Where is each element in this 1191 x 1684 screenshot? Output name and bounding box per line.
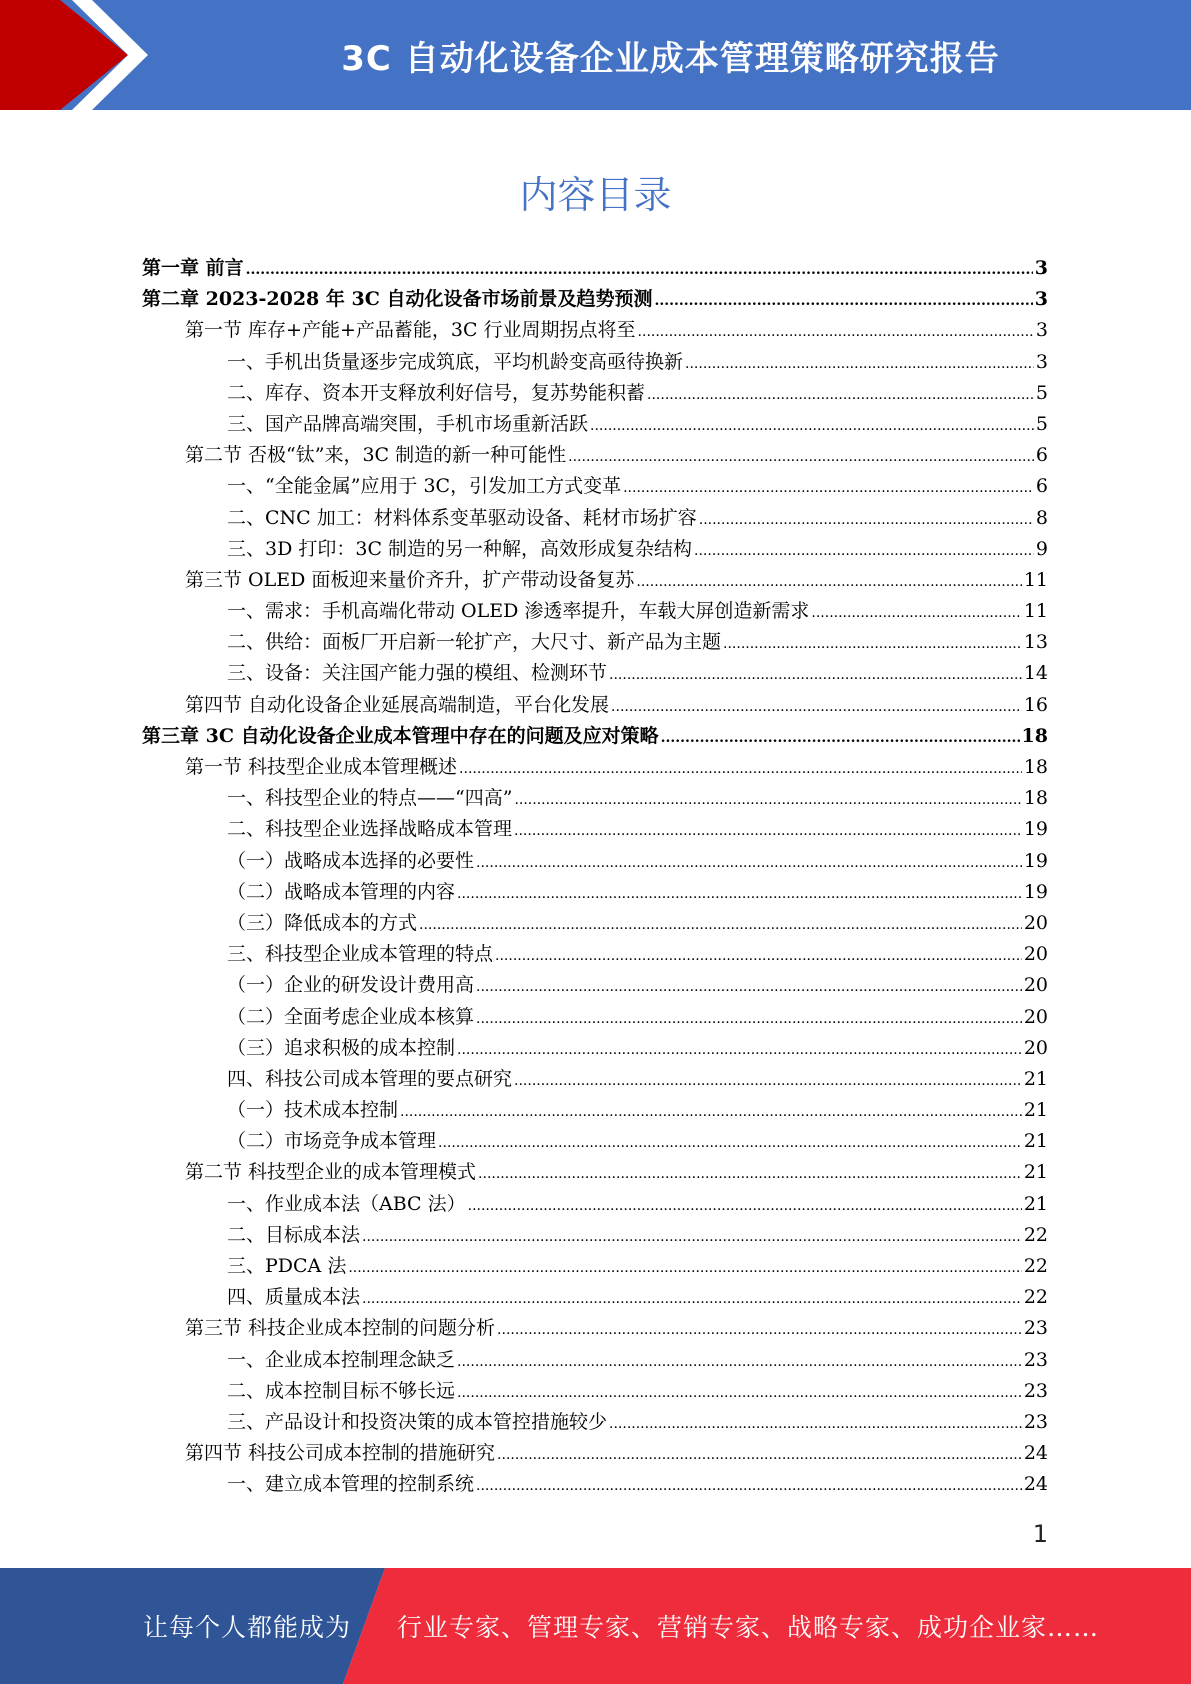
- toc-entry-title: 三、科技型企业成本管理的特点: [227, 943, 494, 966]
- toc-entry-page: 21: [1023, 1161, 1048, 1184]
- toc-entry[interactable]: [142, 970, 1048, 1001]
- toc-dot-leader: [400, 1097, 1022, 1128]
- toc-entry-title: 第一章 前言: [142, 257, 244, 279]
- toc-entry-page: 23: [1023, 1317, 1048, 1340]
- toc-entry-title: 第二节 科技型企业的成本管理模式: [185, 1161, 477, 1184]
- toc-dot-leader: [457, 879, 1022, 910]
- toc-entry[interactable]: [142, 1407, 1048, 1438]
- toc-entry-page: 22: [1023, 1255, 1048, 1277]
- toc-dot-leader: [699, 505, 1034, 536]
- toc-entry-title: （一）战略成本选择的必要性: [227, 849, 475, 872]
- toc-entry-title: 四、质量成本法: [227, 1286, 361, 1309]
- toc-entry[interactable]: [142, 1064, 1048, 1095]
- toc-dot-leader: [685, 349, 1034, 380]
- toc-entry-page: 21: [1023, 1099, 1048, 1122]
- toc-entry-page: 24: [1023, 1442, 1048, 1465]
- toc-entry[interactable]: [142, 596, 1048, 627]
- toc-dot-leader: [661, 723, 1020, 754]
- page-footer: [0, 1568, 1191, 1684]
- toc-entry-title: 三、PDCA 法: [227, 1255, 347, 1277]
- toc-entry-page: 19: [1023, 818, 1048, 841]
- toc-entry-page: 18: [1023, 756, 1048, 778]
- toc-entry-title: 第一节 库存+产能+产品蓄能，3C 行业周期拐点将至: [185, 319, 636, 342]
- toc-entry-page: 16: [1023, 693, 1048, 716]
- toc-dot-leader: [468, 1191, 1022, 1222]
- toc-entry-page: 20: [1023, 1036, 1048, 1059]
- toc-dot-leader: [246, 255, 1033, 286]
- toc-entry-page: 6: [1035, 444, 1048, 467]
- toc-entry-title: 第三节 OLED 面板迎来量价齐升，扩产带动设备复苏: [185, 568, 635, 591]
- toc-entry-page: 3: [1034, 288, 1048, 311]
- toc-dot-leader: [476, 1471, 1022, 1502]
- toc-dot-leader: [457, 1035, 1022, 1066]
- toc-entry-page: 20: [1023, 943, 1048, 966]
- toc-entry[interactable]: [142, 565, 1048, 596]
- toc-dot-leader: [514, 1066, 1022, 1097]
- toc-entry[interactable]: [142, 1438, 1048, 1469]
- toc-dot-leader: [438, 1128, 1022, 1159]
- toc-entry[interactable]: [142, 1157, 1048, 1188]
- toc-entry-title: （二）全面考虑企业成本核算: [227, 1005, 475, 1028]
- toc-entry[interactable]: [142, 1282, 1048, 1313]
- toc-entry-title: 三、产品设计和投资决策的成本管控措施较少: [227, 1410, 608, 1433]
- toc-entry[interactable]: [142, 1126, 1048, 1157]
- toc-entry[interactable]: [142, 534, 1048, 565]
- toc-entry-page: 24: [1023, 1473, 1048, 1496]
- page-header: [0, 0, 1191, 110]
- toc-entry-page: 23: [1023, 1348, 1048, 1371]
- toc-entry-page: 23: [1023, 1379, 1048, 1402]
- table-of-contents: [142, 253, 1048, 1501]
- toc-entry-page: 22: [1023, 1286, 1048, 1309]
- toc-dot-leader: [476, 1004, 1022, 1035]
- toc-entry[interactable]: [142, 814, 1048, 845]
- toc-entry-page: 21: [1023, 1130, 1048, 1153]
- toc-entry-title: 一、企业成本控制理念缺乏: [227, 1348, 456, 1371]
- toc-entry-title: 一、“全能金属”应用于 3C，引发加工方式变革: [227, 475, 622, 498]
- toc-entry-page: 21: [1023, 1067, 1048, 1090]
- toc-entry-title: 四、科技公司成本管理的要点研究: [227, 1067, 513, 1090]
- toc-entry[interactable]: [142, 1220, 1048, 1251]
- toc-entry[interactable]: [142, 627, 1048, 658]
- toc-dot-leader: [497, 1440, 1022, 1471]
- toc-dot-leader: [654, 286, 1032, 317]
- toc-dot-leader: [611, 692, 1022, 723]
- toc-entry-title: 三、3D 打印：3C 制造的另一种解，高效形成复杂结构: [227, 537, 693, 560]
- page-number: 1: [1032, 1520, 1048, 1548]
- toc-dot-leader: [457, 1378, 1022, 1409]
- toc-entry[interactable]: [142, 939, 1048, 970]
- toc-entry[interactable]: [142, 378, 1048, 409]
- toc-dot-leader: [362, 1222, 1022, 1253]
- toc-entry-title: （一）企业的研发设计费用高: [227, 974, 475, 997]
- toc-entry-title: 一、手机出货量逐步完成筑底，平均机龄变高亟待换新: [227, 350, 684, 373]
- toc-entry-title: 第四节 自动化设备企业延展高端制造，平台化发展: [185, 693, 610, 716]
- toc-dot-leader: [723, 629, 1022, 660]
- toc-entry-title: （二）战略成本管理的内容: [227, 880, 456, 903]
- toc-entry-page: 14: [1023, 662, 1048, 685]
- toc-entry-title: 一、作业成本法（ABC 法）: [227, 1192, 466, 1215]
- toc-entry-title: 第二节 否极“钛”来，3C 制造的新一种可能性: [185, 444, 567, 467]
- toc-dot-leader: [609, 660, 1022, 691]
- toc-dot-leader: [568, 442, 1034, 473]
- toc-entry-page: 5: [1035, 381, 1048, 404]
- toc-entry[interactable]: [142, 1095, 1048, 1126]
- toc-dot-leader: [457, 1347, 1022, 1378]
- toc-entry[interactable]: [142, 440, 1048, 471]
- toc-entry-page: 19: [1023, 849, 1048, 872]
- toc-entry-title: （三）降低成本的方式: [227, 911, 418, 934]
- toc-entry-page: 21: [1023, 1192, 1048, 1215]
- toc-entry-title: 二、成本控制目标不够长远: [227, 1379, 456, 1402]
- toc-entry-title: 第三节 科技企业成本控制的问题分析: [185, 1317, 496, 1340]
- toc-entry[interactable]: [142, 877, 1048, 908]
- toc-entry-title: （一）技术成本控制: [227, 1099, 399, 1122]
- toc-entry-page: 13: [1023, 631, 1048, 654]
- toc-entry-page: 18: [1023, 787, 1048, 810]
- report-title: 3C 自动化设备企业成本管理策略研究报告: [341, 38, 1000, 79]
- footer-slogan-right: 行业专家、管理专家、营销专家、战略专家、成功企业家……: [397, 1613, 1100, 1642]
- toc-entry-page: 8: [1035, 506, 1048, 529]
- toc-entry[interactable]: [142, 347, 1048, 378]
- toc-entry[interactable]: [142, 409, 1048, 440]
- toc-entry-title: 一、建立成本管理的控制系统: [227, 1473, 475, 1496]
- toc-entry[interactable]: [142, 1002, 1048, 1033]
- toc-entry-page: 3: [1034, 257, 1048, 279]
- toc-entry-page: 23: [1023, 1410, 1048, 1433]
- toc-entry-title: 三、国产品牌高端突围，手机市场重新活跃: [227, 412, 589, 435]
- toc-dot-leader: [514, 816, 1022, 847]
- toc-entry[interactable]: [142, 1033, 1048, 1064]
- toc-entry-page: 6: [1035, 475, 1048, 498]
- toc-entry-title: 三、设备：关注国产能力强的模组、检测环节: [227, 662, 608, 685]
- toc-entry-title: 二、供给：面板厂开启新一轮扩产，大尺寸、新产品为主题: [227, 631, 722, 654]
- toc-entry-title: 二、库存、资本开支释放利好信号，复苏势能积蓄: [227, 381, 646, 404]
- toc-entry-title: （三）追求积极的成本控制: [227, 1036, 456, 1059]
- toc-dot-leader: [609, 1409, 1022, 1440]
- toc-entry[interactable]: [142, 253, 1048, 284]
- toc-entry-page: 11: [1023, 568, 1048, 591]
- toc-entry-page: 18: [1021, 724, 1048, 747]
- toc-entry-page: 20: [1023, 1005, 1048, 1028]
- toc-dot-leader: [811, 598, 1021, 629]
- toc-entry-title: 一、科技型企业的特点——“四高”: [227, 787, 513, 810]
- toc-entry[interactable]: [142, 690, 1048, 721]
- toc-entry-title: 第二章 2023-2028 年 3C 自动化设备市场前景及趋势预测: [142, 288, 653, 311]
- toc-entry-title: 二、科技型企业选择战略成本管理: [227, 818, 513, 841]
- toc-dot-leader: [348, 1253, 1021, 1284]
- toc-entry[interactable]: [142, 284, 1048, 315]
- toc-entry-title: 二、CNC 加工：材料体系变革驱动设备、耗材市场扩容: [227, 506, 697, 529]
- toc-dot-leader: [459, 754, 1022, 785]
- toc-dot-leader: [419, 910, 1022, 941]
- toc-dot-leader: [638, 317, 1034, 348]
- toc-entry[interactable]: [142, 783, 1048, 814]
- toc-dot-leader: [694, 536, 1034, 567]
- toc-entry[interactable]: [142, 315, 1048, 346]
- toc-entry-title: 二、目标成本法: [227, 1223, 361, 1246]
- toc-entry[interactable]: [142, 721, 1048, 752]
- toc-heading: 内容目录: [519, 173, 672, 217]
- toc-dot-leader: [647, 380, 1034, 411]
- toc-entry-page: 20: [1023, 911, 1048, 934]
- toc-entry[interactable]: [142, 752, 1048, 783]
- toc-entry-page: 5: [1035, 412, 1048, 435]
- toc-dot-leader: [495, 941, 1022, 972]
- toc-entry-title: 第三章 3C 自动化设备企业成本管理中存在的问题及应对策略: [142, 724, 659, 747]
- toc-entry[interactable]: [142, 846, 1048, 877]
- header-red-arrow-decoration: [0, 0, 160, 110]
- toc-dot-leader: [636, 567, 1021, 598]
- toc-entry-page: 22: [1023, 1223, 1048, 1246]
- toc-entry[interactable]: [142, 658, 1048, 689]
- toc-entry[interactable]: [142, 1345, 1048, 1376]
- toc-entry[interactable]: [142, 471, 1048, 502]
- toc-dot-leader: [623, 473, 1034, 504]
- toc-entry-page: 11: [1023, 600, 1048, 623]
- toc-entry[interactable]: [142, 1251, 1048, 1282]
- toc-dot-leader: [362, 1284, 1022, 1315]
- toc-entry-page: 19: [1023, 880, 1048, 903]
- toc-entry[interactable]: [142, 503, 1048, 534]
- toc-entry-page: 20: [1023, 974, 1048, 997]
- toc-entry[interactable]: [142, 1313, 1048, 1344]
- toc-entry[interactable]: [142, 1469, 1048, 1500]
- toc-dot-leader: [590, 411, 1034, 442]
- toc-entry-page: 3: [1035, 319, 1048, 342]
- toc-entry[interactable]: [142, 1376, 1048, 1407]
- toc-dot-leader: [514, 785, 1021, 816]
- toc-dot-leader: [497, 1315, 1022, 1346]
- toc-entry[interactable]: [142, 908, 1048, 939]
- toc-entry[interactable]: [142, 1189, 1048, 1220]
- toc-dot-leader: [476, 972, 1022, 1003]
- toc-entry-title: 第一节 科技型企业成本管理概述: [185, 756, 458, 778]
- toc-entry-page: 9: [1035, 537, 1048, 560]
- toc-dot-leader: [476, 848, 1022, 879]
- toc-entry-title: （二）市场竞争成本管理: [227, 1130, 437, 1153]
- toc-entry-page: 3: [1035, 350, 1048, 373]
- toc-entry-title: 一、需求：手机高端化带动 OLED 渗透率提升，车载大屏创造新需求: [227, 600, 810, 623]
- toc-dot-leader: [478, 1159, 1022, 1190]
- footer-slogan-left: 让每个人都能成为: [143, 1613, 352, 1642]
- toc-entry-title: 第四节 科技公司成本控制的措施研究: [185, 1442, 496, 1465]
